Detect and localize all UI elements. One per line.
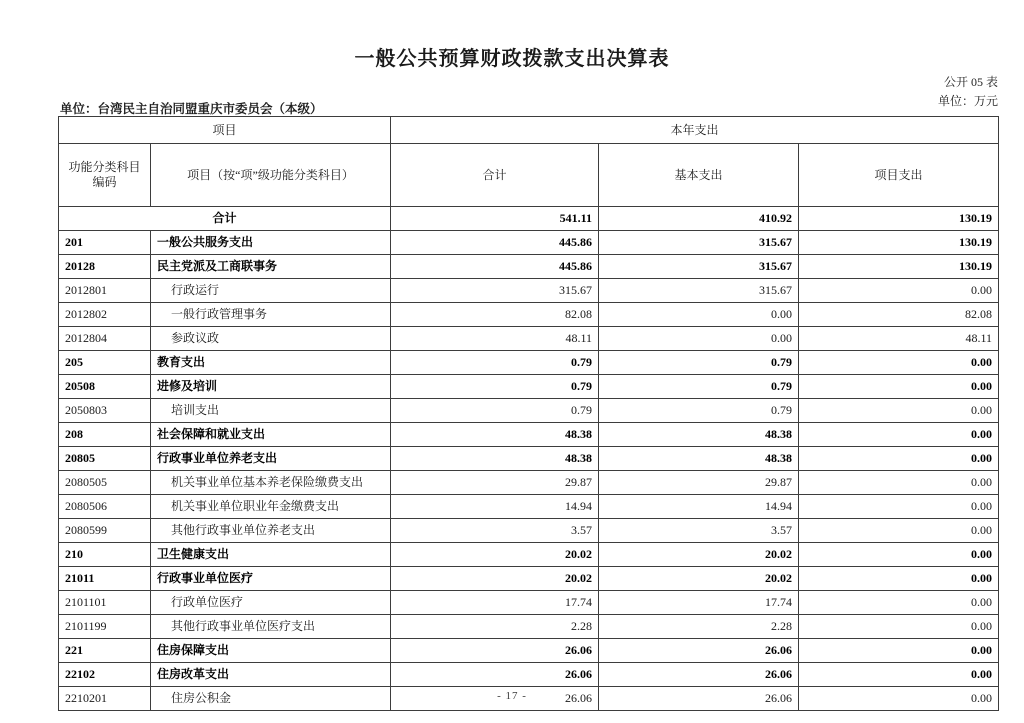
cell-function-code: 205 <box>59 351 151 375</box>
table-row <box>59 279 999 303</box>
cell-amount-project: 0.00 <box>799 663 999 687</box>
cell-amount-total: 20.02 <box>391 567 599 591</box>
cell-item-name: 进修及培训 <box>151 375 391 399</box>
unit-label: 单位：台湾民主自治同盟重庆市委员会（本级） <box>60 102 323 116</box>
cell-amount-basic: 0.00 <box>599 303 799 327</box>
cell-amount-total: 541.11 <box>391 207 599 231</box>
cell-amount-project: 82.08 <box>799 303 999 327</box>
cell-amount-basic: 0.00 <box>599 327 799 351</box>
table-row <box>59 519 999 543</box>
cell-item-name: 参政议政 <box>151 327 391 351</box>
cell-item-name: 社会保障和就业支出 <box>151 423 391 447</box>
cell-item-name: 一般公共服务支出 <box>151 231 391 255</box>
cell-item-name: 机关事业单位基本养老保险缴费支出 <box>151 471 391 495</box>
cell-item-name: 行政单位医疗 <box>151 591 391 615</box>
cell-amount-basic: 315.67 <box>599 255 799 279</box>
cell-amount-basic: 0.79 <box>599 399 799 423</box>
header-column-basic: 基本支出 <box>599 144 799 207</box>
cell-amount-basic: 14.94 <box>599 495 799 519</box>
cell-function-code: 20508 <box>59 375 151 399</box>
table-row <box>59 615 999 639</box>
cell-amount-basic: 26.06 <box>599 663 799 687</box>
cell-amount-total: 14.94 <box>391 495 599 519</box>
cell-amount-project: 0.00 <box>799 399 999 423</box>
cell-amount-project: 0.00 <box>799 519 999 543</box>
cell-amount-total: 48.11 <box>391 327 599 351</box>
table-header-group-row <box>59 117 999 144</box>
table-header-column-row <box>59 144 999 207</box>
cell-amount-project: 0.00 <box>799 687 999 711</box>
table-row <box>59 255 999 279</box>
page-title: 一般公共预算财政拨款支出决算表 <box>354 48 670 70</box>
cell-function-code: 2101101 <box>59 591 151 615</box>
cell-function-code: 210 <box>59 543 151 567</box>
cell-amount-basic: 410.92 <box>599 207 799 231</box>
cell-amount-project: 0.00 <box>799 639 999 663</box>
form-number: 公开 05 表 <box>943 75 998 89</box>
table-row <box>59 471 999 495</box>
cell-amount-total: 48.38 <box>391 423 599 447</box>
table-row <box>59 543 999 567</box>
table-row <box>59 351 999 375</box>
cell-item-name: 行政事业单位医疗 <box>151 567 391 591</box>
cell-function-code: 2012804 <box>59 327 151 351</box>
table-row <box>59 399 999 423</box>
table-row <box>59 639 999 663</box>
cell-amount-project: 0.00 <box>799 279 999 303</box>
cell-function-code: 2080505 <box>59 471 151 495</box>
cell-amount-basic: 315.67 <box>599 231 799 255</box>
cell-amount-project: 130.19 <box>799 255 999 279</box>
cell-amount-total: 0.79 <box>391 351 599 375</box>
table-header <box>59 117 999 207</box>
cell-function-code: 208 <box>59 423 151 447</box>
cell-item-name: 其他行政事业单位医疗支出 <box>151 615 391 639</box>
cell-amount-project: 0.00 <box>799 543 999 567</box>
table-row <box>59 231 999 255</box>
cell-amount-basic: 315.67 <box>599 279 799 303</box>
cell-amount-total: 445.86 <box>391 255 599 279</box>
table-row <box>59 207 999 231</box>
cell-item-name: 其他行政事业单位养老支出 <box>151 519 391 543</box>
cell-item-name: 一般行政管理事务 <box>151 303 391 327</box>
cell-amount-project: 0.00 <box>799 423 999 447</box>
table-row <box>59 591 999 615</box>
cell-amount-project: 0.00 <box>799 447 999 471</box>
cell-function-code: 2050803 <box>59 399 151 423</box>
table-row <box>59 447 999 471</box>
cell-amount-basic: 26.06 <box>599 687 799 711</box>
cell-amount-basic: 17.74 <box>599 591 799 615</box>
cell-item-name: 住房公积金 <box>151 687 391 711</box>
cell-item-name: 培训支出 <box>151 399 391 423</box>
cell-amount-total: 0.79 <box>391 399 599 423</box>
table-row <box>59 375 999 399</box>
table-row <box>59 495 999 519</box>
cell-amount-total: 315.67 <box>391 279 599 303</box>
cell-amount-total: 48.38 <box>391 447 599 471</box>
amount-unit: 单位：万元 <box>937 94 998 108</box>
cell-amount-basic: 20.02 <box>599 543 799 567</box>
cell-item-name: 民主党派及工商联事务 <box>151 255 391 279</box>
cell-amount-total: 26.06 <box>391 663 599 687</box>
header-column-name: 项目（按“项”级功能分类科目） <box>151 144 391 207</box>
cell-function-code: 2012802 <box>59 303 151 327</box>
table-row <box>59 567 999 591</box>
cell-item-name: 机关事业单位职业年金缴费支出 <box>151 495 391 519</box>
header-group-expenditure: 本年支出 <box>391 117 999 144</box>
cell-amount-total: 445.86 <box>391 231 599 255</box>
table-row <box>59 303 999 327</box>
cell-amount-project: 130.19 <box>799 207 999 231</box>
cell-function-code: 201 <box>59 231 151 255</box>
cell-amount-basic: 3.57 <box>599 519 799 543</box>
cell-amount-total: 26.06 <box>391 687 599 711</box>
cell-amount-total: 0.79 <box>391 375 599 399</box>
cell-function-code: 20805 <box>59 447 151 471</box>
header-column-total: 合计 <box>391 144 599 207</box>
cell-amount-total: 17.74 <box>391 591 599 615</box>
page-number: - 17 - <box>497 690 527 702</box>
cell-item-name: 行政运行 <box>151 279 391 303</box>
cell-amount-basic: 20.02 <box>599 567 799 591</box>
table-row <box>59 327 999 351</box>
table-row <box>59 423 999 447</box>
cell-amount-total: 3.57 <box>391 519 599 543</box>
cell-amount-basic: 26.06 <box>599 639 799 663</box>
cell-amount-basic: 0.79 <box>599 351 799 375</box>
cell-function-code: 22102 <box>59 663 151 687</box>
cell-function-code: 2080599 <box>59 519 151 543</box>
cell-amount-total: 2.28 <box>391 615 599 639</box>
cell-function-code: 2012801 <box>59 279 151 303</box>
cell-item-name: 教育支出 <box>151 351 391 375</box>
cell-item-name: 住房保障支出 <box>151 639 391 663</box>
table-row <box>59 663 999 687</box>
budget-table-container <box>58 116 998 711</box>
cell-amount-basic: 29.87 <box>599 471 799 495</box>
cell-amount-total: 20.02 <box>391 543 599 567</box>
cell-function-code: 2101199 <box>59 615 151 639</box>
cell-item-name: 卫生健康支出 <box>151 543 391 567</box>
table-body <box>59 207 999 711</box>
cell-row-label: 合计 <box>59 207 391 231</box>
cell-function-code: 2080506 <box>59 495 151 519</box>
document-meta-right <box>938 73 998 111</box>
cell-item-name: 住房改革支出 <box>151 663 391 687</box>
cell-function-code: 21011 <box>59 567 151 591</box>
cell-amount-project: 0.00 <box>799 591 999 615</box>
cell-amount-project: 0.00 <box>799 567 999 591</box>
cell-item-name: 行政事业单位养老支出 <box>151 447 391 471</box>
cell-amount-project: 48.11 <box>799 327 999 351</box>
cell-amount-total: 82.08 <box>391 303 599 327</box>
cell-amount-project: 0.00 <box>799 615 999 639</box>
cell-amount-basic: 48.38 <box>599 423 799 447</box>
cell-amount-basic: 48.38 <box>599 447 799 471</box>
header-column-code: 功能分类科目编码 <box>59 144 151 207</box>
cell-amount-basic: 0.79 <box>599 375 799 399</box>
cell-amount-basic: 2.28 <box>599 615 799 639</box>
cell-function-code: 20128 <box>59 255 151 279</box>
cell-amount-project: 0.00 <box>799 471 999 495</box>
cell-amount-project: 130.19 <box>799 231 999 255</box>
cell-function-code: 2210201 <box>59 687 151 711</box>
cell-amount-project: 0.00 <box>799 375 999 399</box>
cell-amount-total: 29.87 <box>391 471 599 495</box>
cell-amount-total: 26.06 <box>391 639 599 663</box>
cell-amount-project: 0.00 <box>799 495 999 519</box>
header-column-project: 项目支出 <box>799 144 999 207</box>
header-group-project: 项目 <box>59 117 391 144</box>
cell-amount-project: 0.00 <box>799 351 999 375</box>
budget-table <box>58 116 999 711</box>
cell-function-code: 221 <box>59 639 151 663</box>
